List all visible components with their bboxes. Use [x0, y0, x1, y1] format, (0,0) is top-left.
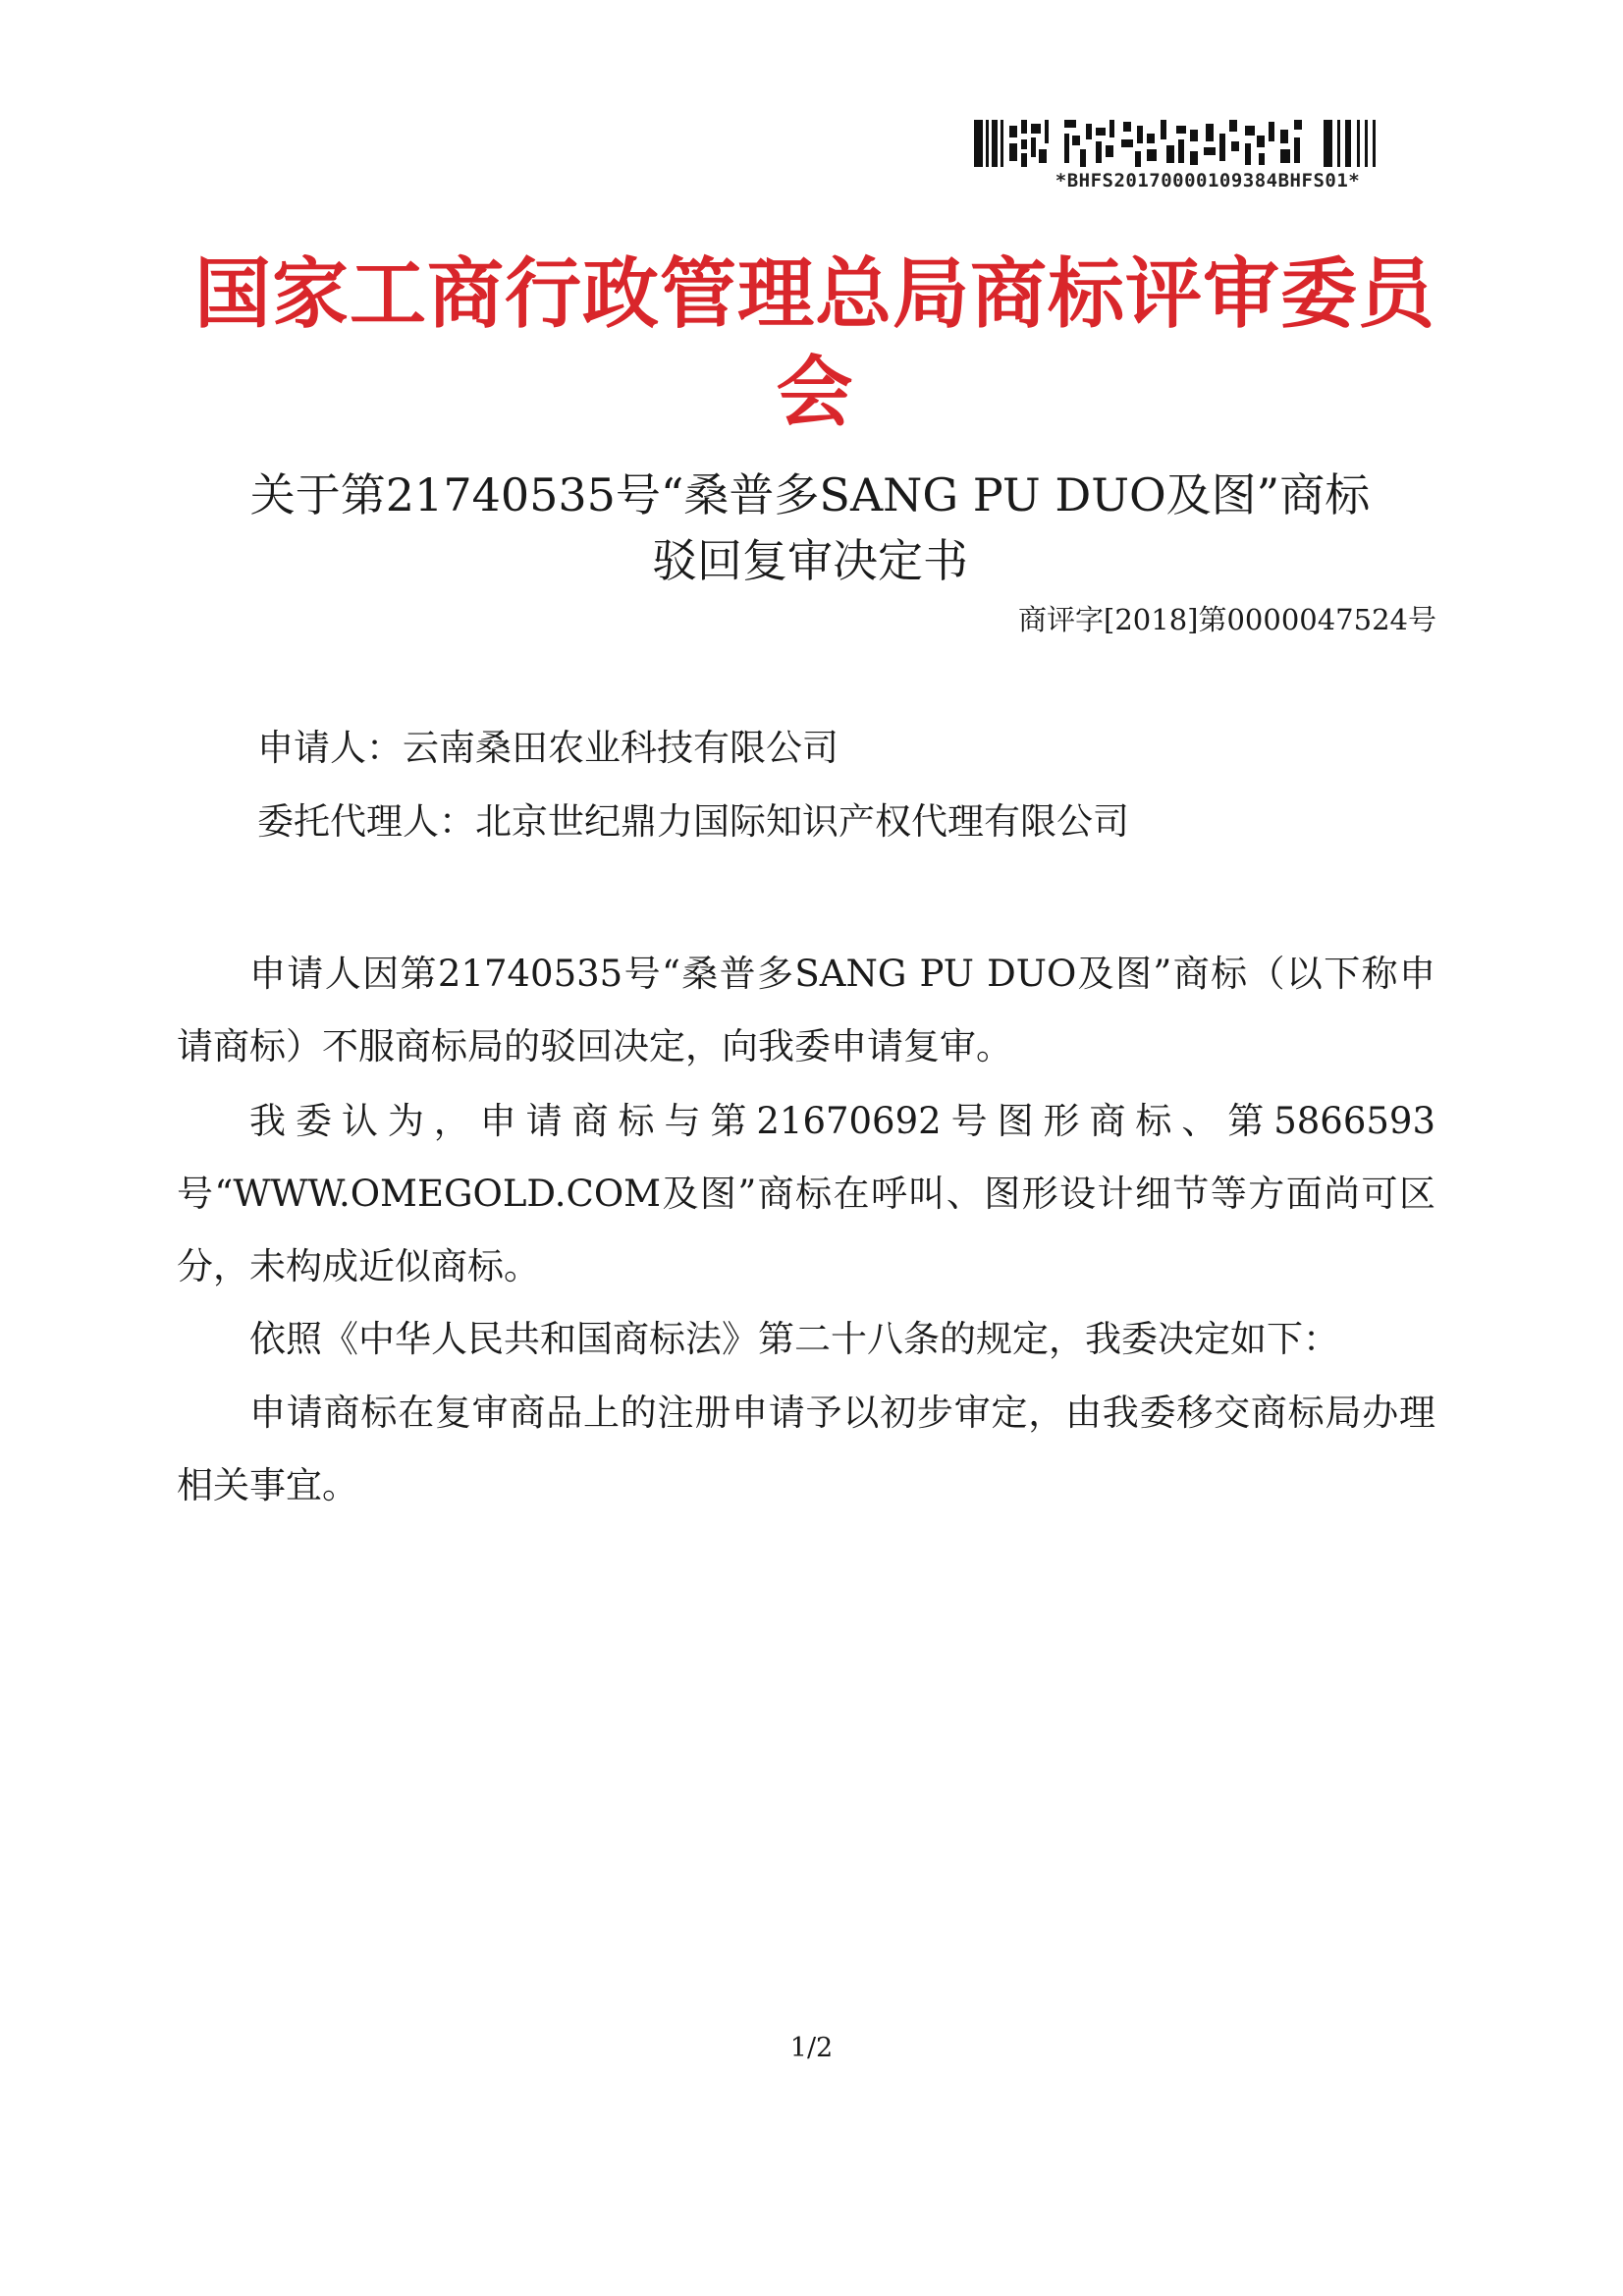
- issuing-organization: 国家工商行政管理总局商标评审委员会: [193, 250, 1435, 437]
- document-number: 商评字[2018]第0000047524号: [1018, 603, 1436, 636]
- barcode-number: *BHFS20170000109384BHFS01*: [1055, 170, 1361, 191]
- document-title-line2: 驳回复审决定书: [652, 534, 968, 587]
- document-title: 关于第21740535号“桑普多SANG PU DUO及图”商标: [249, 468, 1371, 521]
- page-number: 1/2: [789, 2033, 834, 2063]
- paragraph: 依照《中华人民共和国商标法》第二十八条的规定，我委决定如下：: [249, 1318, 1339, 1360]
- paragraph: 我委认为，申请商标与第21670692号图形商标、第5866593号“WWW.OMEGOLD.COM及图”商标在呼叫、图形设计细节等方面尚可区分，未构成近似商标。: [177, 1100, 1435, 1287]
- agent: 委托代理人：北京世纪鼎力国际知识产权代理有限公司: [257, 800, 1129, 843]
- barcode: [974, 120, 1381, 167]
- applicant: 申请人：云南桑田农业科技有限公司: [257, 727, 839, 769]
- paragraph: 申请人因第21740535号“桑普多SANG PU DUO及图”商标（以下称申请商标）不服商标局的驳回决定，向我委申请复审。: [177, 953, 1435, 1067]
- paragraph: 申请商标在复审商品上的注册申请予以初步审定，由我委移交商标局办理相关事宜。: [177, 1392, 1435, 1506]
